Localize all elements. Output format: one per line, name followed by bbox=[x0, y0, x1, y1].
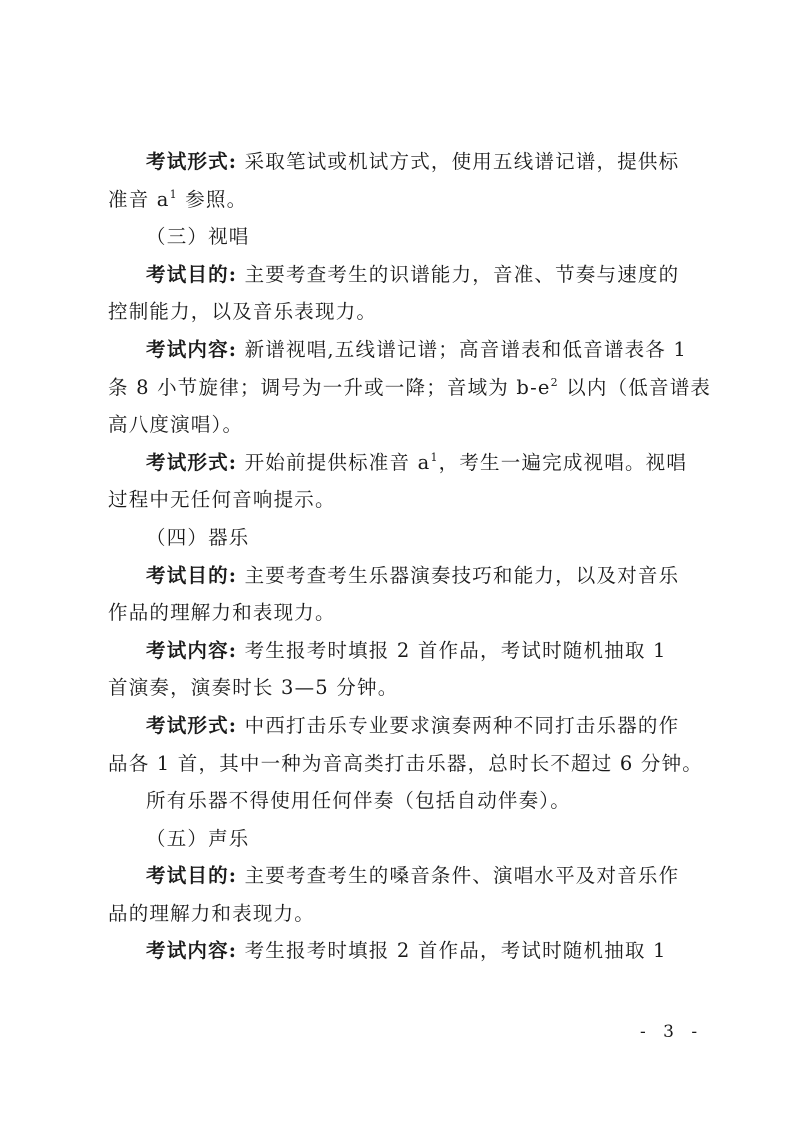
paragraph-exam-content: 考试内容: 新谱视唱,五线谱记谱；高音谱表和低音谱表各 1 bbox=[146, 337, 688, 361]
paragraph-exam-content: 考试内容: 考生报考时填报 2 首作品，考试时随机抽取 1 bbox=[146, 939, 667, 963]
paragraph-exam-format: 考试形式: 采取笔试或机试方式，使用五线谱记谱，提供标 bbox=[146, 150, 680, 173]
page-number: - 3 - bbox=[640, 1022, 704, 1042]
paragraph-exam-format: 考试形式: 中西打击乐专业要求演奏两种不同打击乐器的作 bbox=[146, 713, 680, 737]
paragraph-continuation: 品的理解力和表现力。 bbox=[108, 901, 316, 925]
paragraph-continuation: 高八度演唱）。 bbox=[108, 413, 244, 437]
paragraph-continuation: 过程中无任何音响提示。 bbox=[108, 488, 336, 512]
paragraph-continuation: 首演奏，演奏时长 3—5 分钟。 bbox=[108, 676, 399, 700]
paragraph-exam-format: 考试形式: 开始前提供标准音 $a^1$，考生一遍完成视唱。视唱 bbox=[146, 450, 688, 474]
section-heading-instrumental: （四）器乐 bbox=[146, 525, 250, 549]
paragraph-exam-purpose: 考试目的: 主要考查考生乐器演奏技巧和能力，以及对音乐 bbox=[146, 563, 680, 587]
paragraph-continuation: 控制能力，以及音乐表现力。 bbox=[108, 300, 378, 324]
paragraph-continuation: 准音 $a^1$ 参照。 bbox=[108, 187, 248, 211]
paragraph-exam-purpose: 考试目的: 主要考查考生的识谱能力，音准、节奏与速度的 bbox=[146, 262, 680, 286]
paragraph-continuation: 条 8 小节旋律；调号为一升或一降；音域为 $b-e^2$ 以内（低音谱表 bbox=[108, 375, 712, 399]
paragraph-continuation: 品各 1 首，其中一种为音高类打击乐器，总时长不超过 6 分钟。 bbox=[108, 751, 704, 775]
paragraph-continuation: 作品的理解力和表现力。 bbox=[108, 601, 336, 625]
paragraph-exam-purpose: 考试目的: 主要考查考生的嗓音条件、演唱水平及对音乐作 bbox=[146, 864, 680, 888]
section-heading-sight-singing: （三）视唱 bbox=[146, 225, 250, 249]
paragraph-exam-content: 考试内容: 考生报考时填报 2 首作品，考试时随机抽取 1 bbox=[146, 638, 667, 662]
label: 考试形式: bbox=[146, 150, 238, 173]
section-heading-vocal: （五）声乐 bbox=[146, 826, 250, 850]
paragraph-note: 所有乐器不得使用任何伴奏（包括自动伴奏）。 bbox=[146, 789, 571, 813]
document-body bbox=[108, 143, 712, 970]
